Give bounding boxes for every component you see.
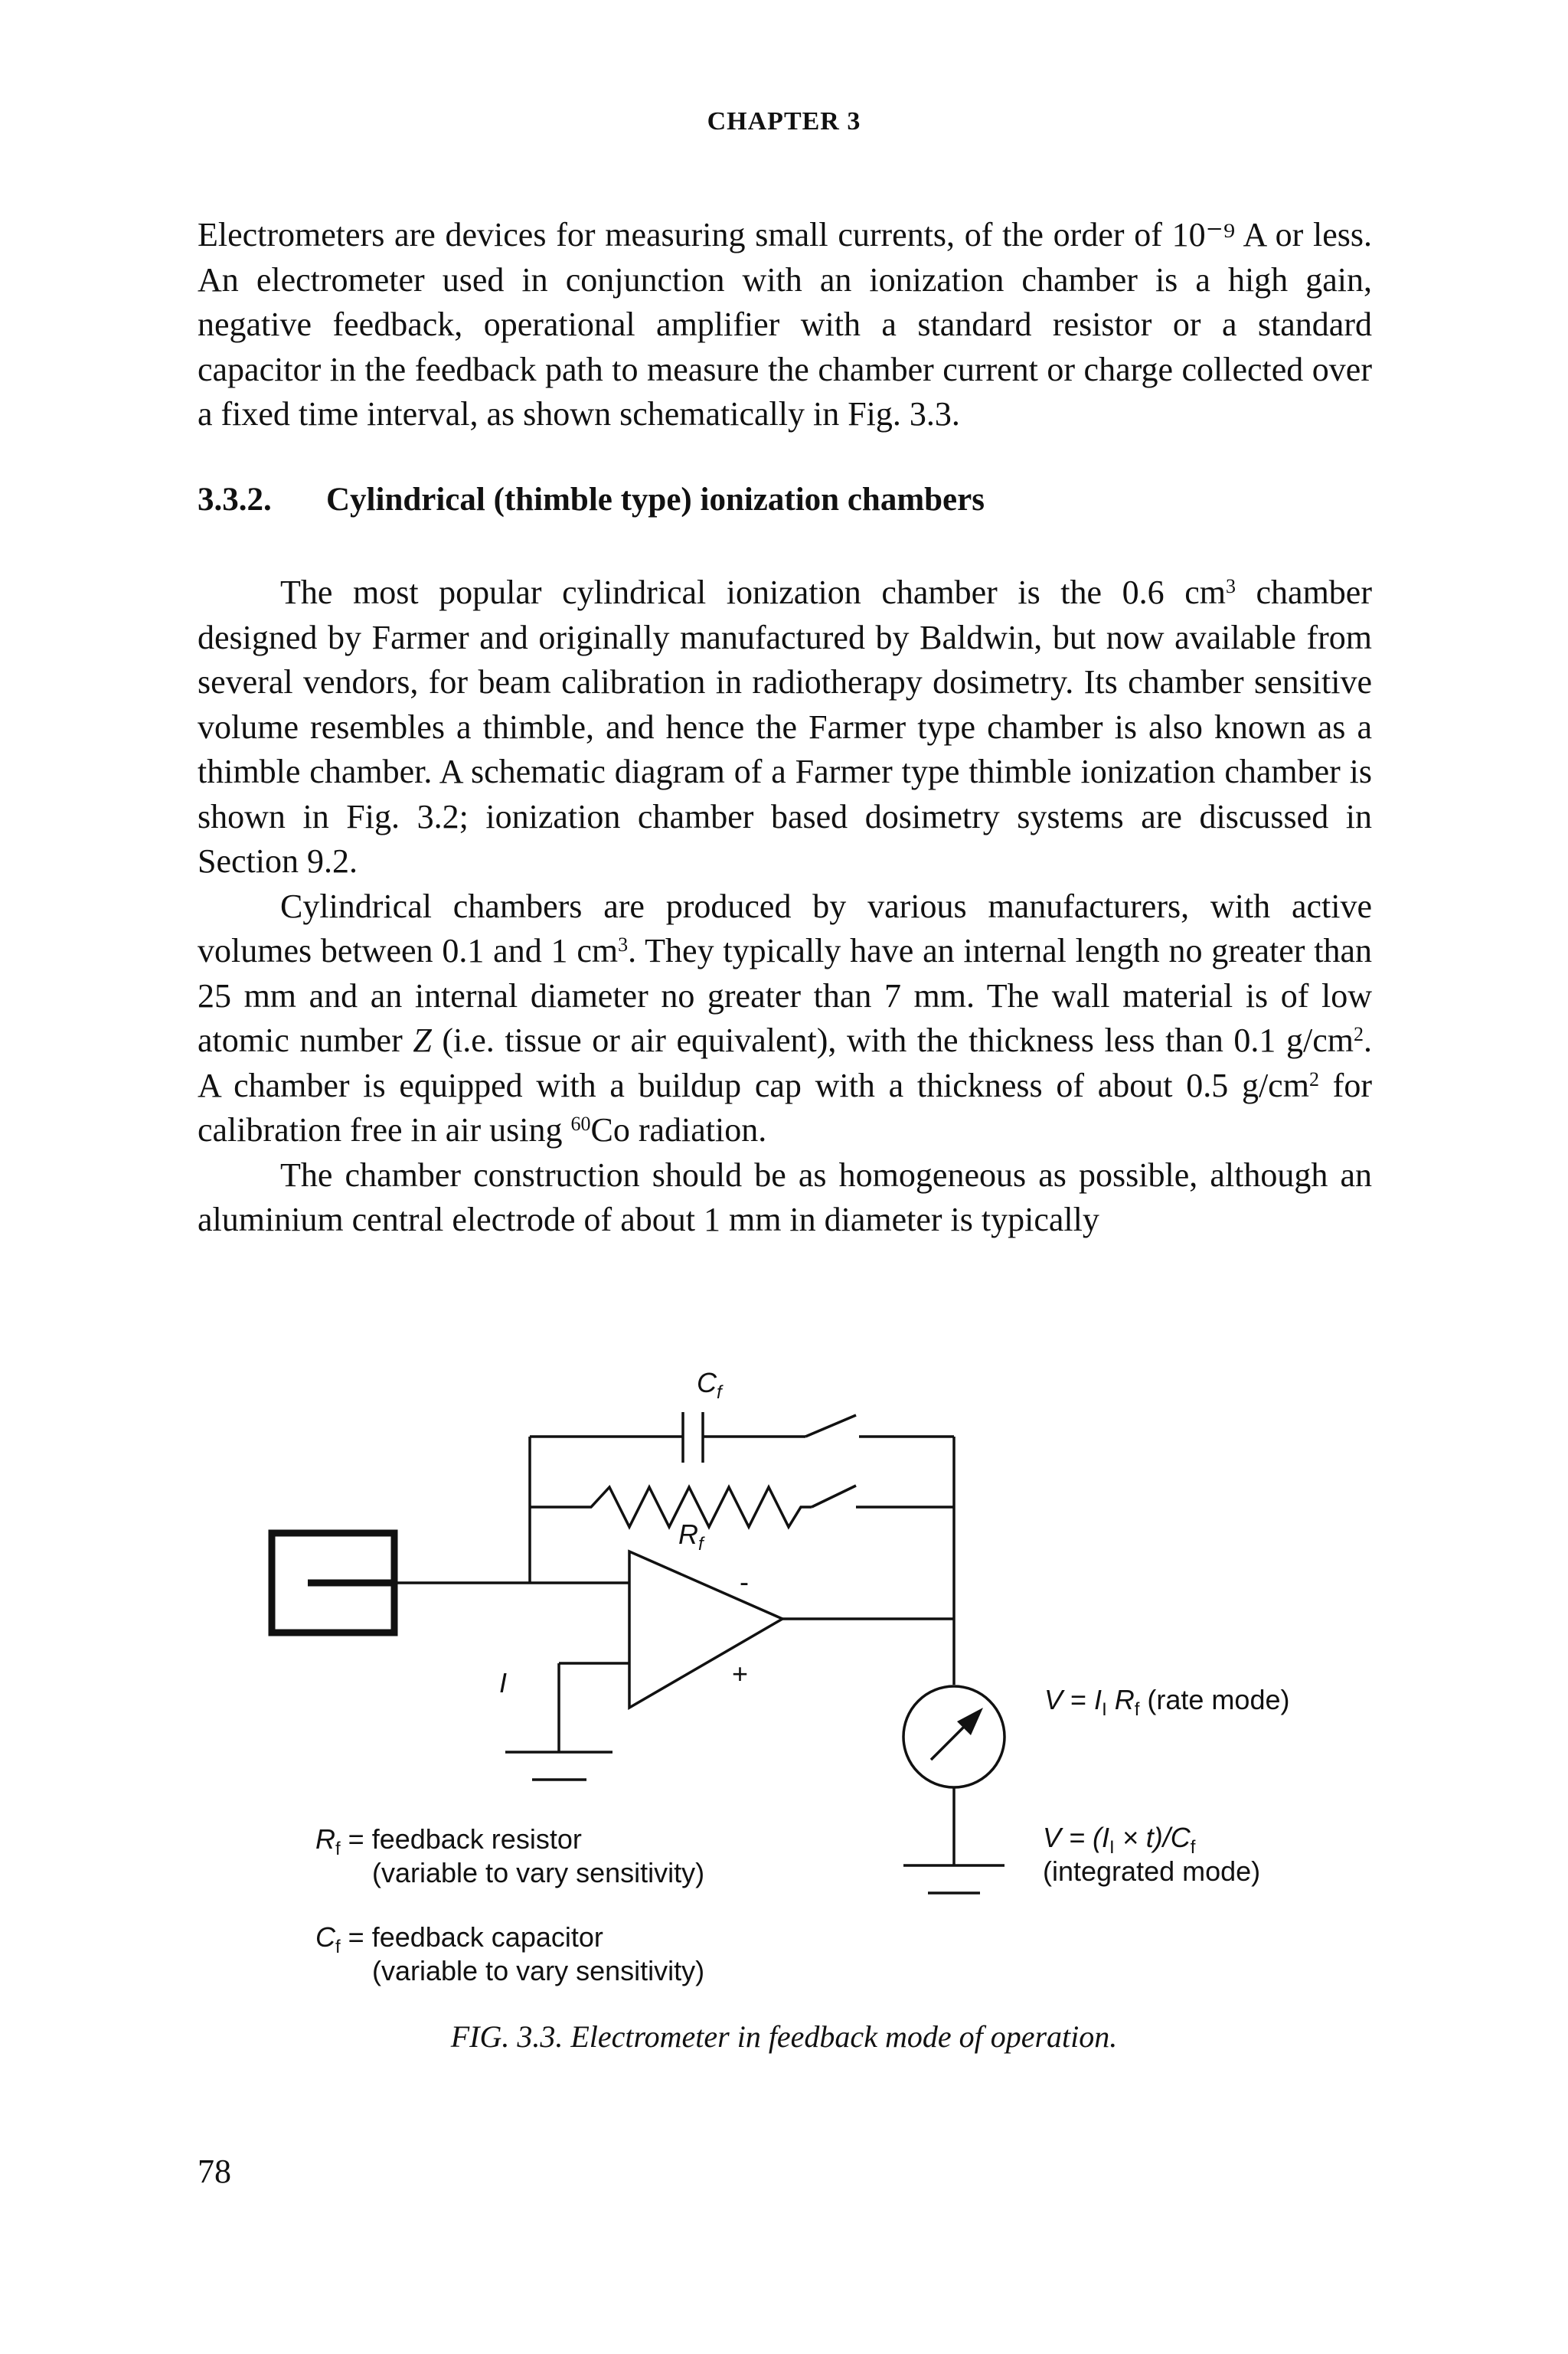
text-run: chamber designed by Farmer and originally manufactured by Baldwin, but now available from several vendors, for beam calibration in radiotherapy dosimetry. Its chamber sensitive volume resembles a thimble, and hence the Farmer type chamber is also known as a thimble chamber. A schematic diagram of a Farmer type thimble ionization chamber is shown in Fig. 3.2; ionization chamber based dosimetry systems are discussed in Section 9.2. xyxy=(198,574,1372,880)
figure-caption: FIG. 3.3. Electrometer in feedback mode of operation. xyxy=(450,2019,1118,2054)
section-body xyxy=(198,571,1372,1243)
page-number: 78 xyxy=(198,2153,231,2190)
label-current: I xyxy=(499,1667,508,1698)
resistor-switch xyxy=(812,1486,856,1507)
superscript: 3 xyxy=(1225,575,1236,597)
paragraph-electrometers xyxy=(198,213,1372,437)
label-plus: + xyxy=(732,1658,749,1689)
figure-electrometer xyxy=(0,1363,1568,2068)
text-run: Co radiation. xyxy=(590,1111,767,1149)
label-minus: - xyxy=(740,1566,749,1597)
legend-cf-note: (variable to vary sensitivity) xyxy=(372,1955,705,1986)
section-title: Cylindrical (thimble type) ionization chambers xyxy=(326,482,985,518)
circuit-diagram xyxy=(0,1363,1568,2068)
label-rate-mode: $V = I_I$ $R_f$ (rate mode) xyxy=(1044,1684,1290,1720)
paragraph-farmer xyxy=(198,571,1372,884)
text-run: (i.e. tissue or air equivalent), with the thickness less than 0.1 g/cm xyxy=(431,1022,1354,1059)
capacitor-switch xyxy=(805,1415,856,1437)
legend-rf-note: (variable to vary sensitivity) xyxy=(372,1857,705,1888)
text-run: The most popular cylindrical ionization chamber is the 0.6 cm xyxy=(280,574,1226,611)
text-run: . They typically have an internal length no greater than 25 mm and an internal diameter no greater than 7 mm. The wall material is of low atomic number xyxy=(198,932,1372,1059)
label-integrated-mode: (integrated mode) xyxy=(1043,1855,1261,1887)
legend-cf: $C_f$ = feedback capacitor xyxy=(315,1921,603,1957)
label-integrated-eq: $V = (I_I \times t)/C_f$ xyxy=(1043,1822,1196,1858)
italic-symbol: Z xyxy=(413,1022,432,1059)
section-number: 3.3.2. xyxy=(198,482,272,518)
label-cf: $C_f$ xyxy=(697,1367,722,1403)
superscript: 3 xyxy=(618,933,629,956)
paragraph-construction: The chamber construction should be as homogeneous as possible, although an aluminium central electrode of about 1 mm in diameter is typically xyxy=(198,1156,1372,1238)
label-rf: $R_f$ xyxy=(678,1519,704,1555)
text-run: Cylindrical chambers are produced by various manufacturers, with active volumes between 0.1 and 1 cm xyxy=(198,887,1372,969)
superscript: 2 xyxy=(1308,1067,1319,1090)
chapter-header: CHAPTER 3 xyxy=(707,107,861,136)
paragraph-cylindrical xyxy=(198,884,1372,1153)
text-run: for calibration free in air using xyxy=(198,1066,1372,1149)
text-run: . A chamber is equipped with a buildup cap with a thickness of about 0.5 g/cm xyxy=(198,1022,1372,1104)
superscript: 60 xyxy=(570,1113,591,1135)
section-heading xyxy=(198,481,985,518)
feedback-resistor xyxy=(530,1487,812,1527)
paragraph-text: Electrometers are devices for measuring small currents, of the order of 10⁻⁹ A or less. An electrometer used in conjunction with an ionization chamber is a high gain, negative feedback, operational amplifier with a standard resistor or a standard capacitor in the feedback path to measure the chamber current or charge collected over a fixed time interval, as shown schematically in Fig. 3.3. xyxy=(198,216,1372,433)
meter-needle xyxy=(931,1723,968,1760)
op-amp-triangle xyxy=(629,1551,782,1708)
superscript: 2 xyxy=(1354,1023,1364,1045)
legend-rf: $R_f$ = feedback resistor xyxy=(315,1823,582,1859)
